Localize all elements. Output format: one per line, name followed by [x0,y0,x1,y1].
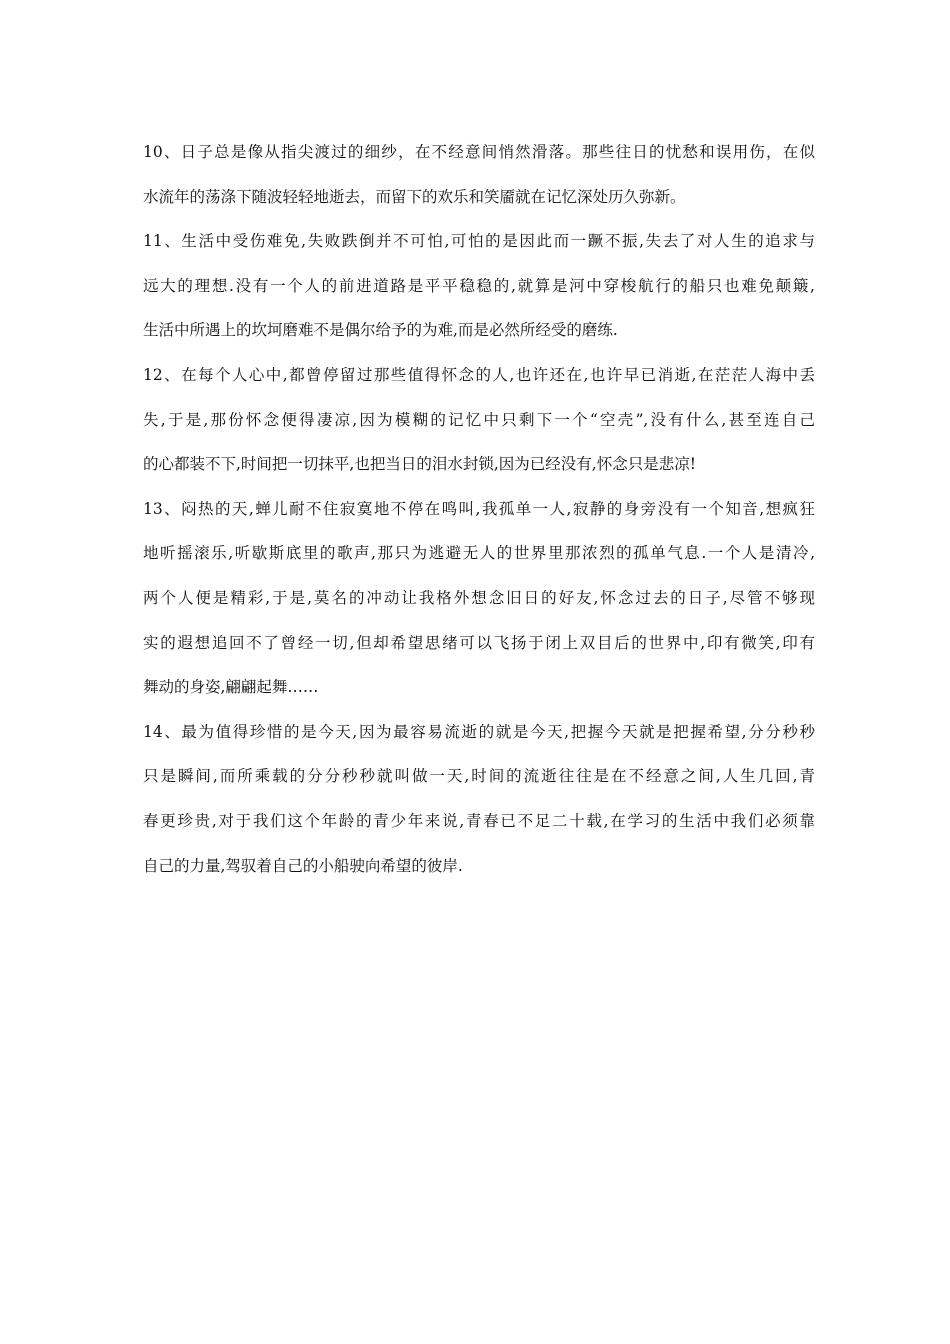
text-line: 失,于是,那份怀念便得凄凉,因为模糊的记忆中只剩下一个“空壳”,没有什么,甚至连自己 [143,410,815,429]
paragraph-12 [143,353,815,487]
paragraph-14 [143,710,815,888]
text-line: 实的遐想追回不了曾经一切,但却希望思绪可以飞扬于闭上双目后的世界中,印有微笑,印有 [143,633,815,652]
text-line: 14、最为值得珍惜的是今天,因为最容易流逝的就是今天,把握今天就是把握希望,分分秒秒 [143,722,815,741]
text-line: 12、在每个人心中,都曾停留过那些值得怀念的人,也许还在,也许早已消逝,在茫茫人海中丢 [143,365,815,384]
text-line: 地听摇滚乐,听歇斯底里的歌声,那只为逃避无人的世界里那浓烈的孤单气息.一个人是清冷, [143,544,815,563]
paragraph-13 [143,487,815,710]
text-line: 11、生活中受伤难免,失败跌倒并不可怕,可怕的是因此而一蹶不振,失去了对人生的追求与 [143,232,815,251]
text-line: 远大的理想.没有一个人的前进道路是平平稳稳的,就算是河中穿梭航行的船只也难免颠簸, [143,276,815,295]
text-line: 水流年的荡涤下随波轻轻地逝去，而留下的欢乐和笑靥就在记忆深处历久弥新。 [143,187,686,206]
text-line: 生活中所遇上的坎坷磨难不是偶尔给予的为难,而是必然所经受的磨练. [143,321,618,340]
document-body [143,130,815,888]
paragraph-10 [143,130,815,219]
text-line: 13、闷热的天,蝉儿耐不住寂寞地不停在鸣叫,我孤单一人,寂静的身旁没有一个知音,想疯狂 [143,499,815,518]
paragraph-11 [143,219,815,353]
text-line: 10、日子总是像从指尖渡过的细纱，在不经意间悄然滑落。那些往日的忧愁和误用伤，在似 [143,143,815,161]
text-line: 两个人便是精彩,于是,莫名的冲动让我格外想念旧日的好友,怀念过去的日子,尽管不够现 [143,588,815,607]
text-line: 只是瞬间,而所乘载的分分秒秒就叫做一天,时间的流逝往往是在不经意之间,人生几回,青 [143,767,815,786]
text-line: 春更珍贵,对于我们这个年龄的青少年来说,青春已不足二十载,在学习的生活中我们必须靠 [143,811,815,830]
text-line: 自己的力量,驾驭着自己的小船驶向希望的彼岸. [143,856,463,875]
text-line: 的心都装不下,时间把一切抹平,也把当日的泪水封锁,因为已经没有,怀念只是悲凉! [143,455,696,474]
text-line: 舞动的身姿,翩翩起舞…… [143,678,319,697]
